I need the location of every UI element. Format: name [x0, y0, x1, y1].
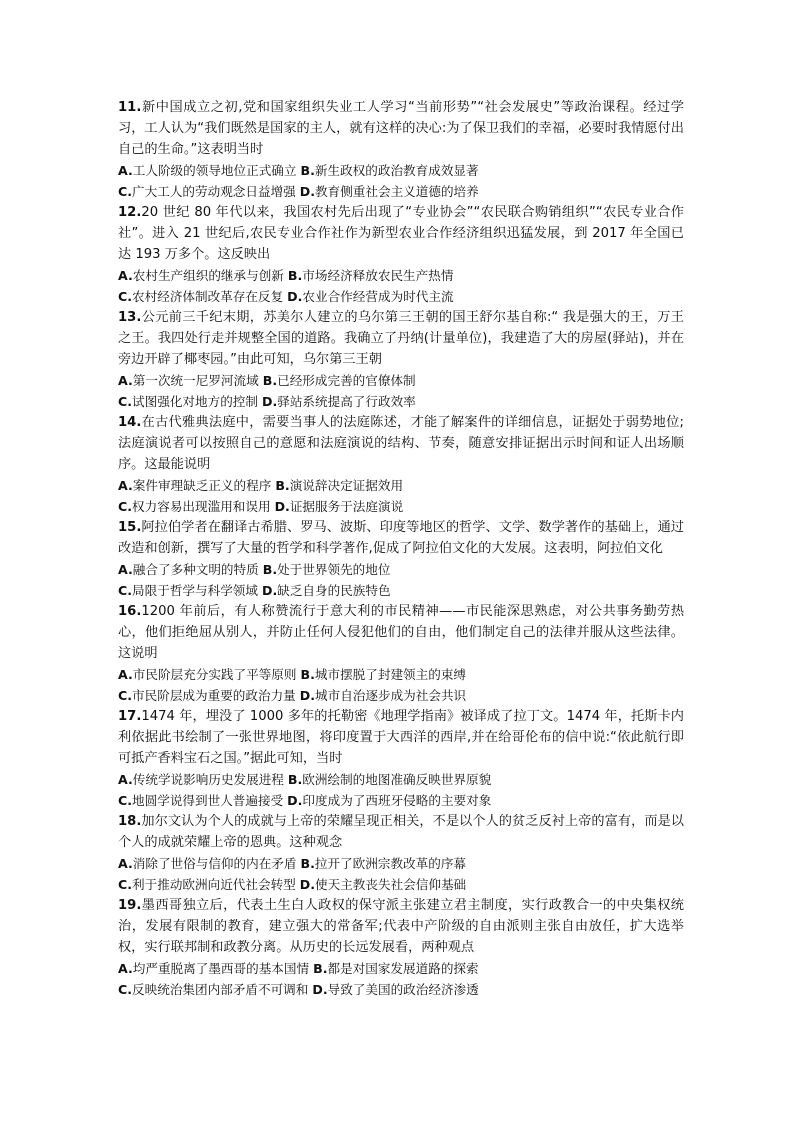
option-d: 驿站系统提高了行政效率 — [277, 394, 416, 409]
option-letter: A. — [118, 373, 133, 388]
option-letter: D. — [299, 184, 316, 199]
option-letter: D. — [261, 583, 278, 598]
option-letter: D. — [287, 793, 303, 808]
options-row-cd — [118, 685, 684, 706]
option-letter: C. — [118, 877, 133, 892]
option-letter: C. — [118, 394, 133, 409]
question-number: 13. — [118, 310, 142, 325]
option-d: 印度成为了西班牙侵略的主要对象 — [302, 793, 492, 808]
option-letter: B. — [287, 772, 303, 787]
option-letter: A. — [118, 163, 133, 178]
option-b: 市场经济释放农民生产热情 — [302, 268, 454, 283]
question-15 — [118, 517, 684, 601]
question-stem — [118, 895, 684, 958]
option-letter: D. — [299, 688, 316, 703]
option-letter: C. — [118, 982, 133, 997]
option-c: 广大工人的劳动观念日益增强 — [132, 184, 296, 199]
option-letter: C. — [118, 793, 133, 808]
option-c: 农村经济体制改革存在反复 — [132, 289, 284, 304]
option-b: 城市摆脱了封建领主的束缚 — [314, 667, 467, 682]
question-text: 新中国成立之初,党和国家组织失业工人学习“当前形势”“社会发展史”等政治课程。经过学习，工人认为“我们既然是国家的主人，就有这样的决心:为了保卫我们的幸福，必要时我情愿付出自己的生命。”这表明当时 — [118, 100, 684, 157]
question-text: 阿拉伯学者在翻译古希腊、罗马、波斯、印度等地区的哲学、文学、数学著作的基础上，通过改造和创新，撰写了大量的哲学和科学著作,促成了阿拉伯文化的大发展。这表明，阿拉伯文化 — [118, 520, 684, 556]
option-letter: D. — [261, 394, 278, 409]
question-text: 在古代雅典法庭中，需要当事人的法庭陈述，才能了解案件的详细信息，证据处于弱势地位;法庭演说者可以按照自己的意愿和法庭演说的结构、节奏，随意安排证据出示时间和证人出场顺序。这最能说明 — [118, 415, 684, 472]
question-number: 12. — [118, 205, 142, 220]
options-row-cd — [118, 979, 684, 1000]
question-text: 1200 年前后，有人称赞流行于意大利的市民精神——市民能深思熟虑，对公共事务勤劳热心，他们拒绝屈从别人，并防止任何人侵犯他们的自由，他们制定自己的法律并服从这些法律。这说明 — [118, 604, 684, 661]
option-letter: C. — [118, 184, 133, 199]
question-stem — [118, 706, 684, 769]
option-letter: D. — [312, 982, 328, 997]
option-a: 均严重脱离了墨西哥的基本国情 — [132, 961, 310, 976]
option-d: 使天主教丧失社会信仰基础 — [315, 877, 467, 892]
option-letter: A. — [118, 268, 133, 283]
option-d: 城市自治逐步成为社会共识 — [315, 688, 467, 703]
question-stem — [118, 601, 684, 664]
question-number: 16. — [118, 604, 142, 619]
question-text: 加尔文认为个人的成就与上帝的荣耀呈现正相关，不是以个人的贫乏反衬上帝的富有，而是以个人的成就荣耀上帝的恩典。这种观念 — [118, 814, 684, 850]
question-11 — [118, 97, 684, 202]
options-row-ab — [118, 370, 684, 391]
options-row-cd — [118, 580, 684, 601]
option-d: 农业合作经营成为时代主流 — [302, 289, 454, 304]
options-row-cd — [118, 874, 684, 895]
question-18 — [118, 811, 684, 895]
option-a: 农村生产组织的继承与创新 — [132, 268, 284, 283]
option-letter: A. — [118, 961, 133, 976]
option-b: 都是对国家发展道路的探索 — [327, 961, 479, 976]
options-row-cd — [118, 790, 684, 811]
options-row-ab — [118, 265, 684, 286]
question-14 — [118, 412, 684, 517]
option-letter: C. — [118, 688, 133, 703]
option-c: 局限于哲学与科学领域 — [132, 583, 258, 598]
question-13 — [118, 307, 684, 412]
option-d: 证据服务于法庭演说 — [289, 499, 404, 514]
options-row-ab — [118, 559, 684, 580]
option-a: 市民阶层充分实践了平等原则 — [132, 667, 297, 682]
option-letter: D. — [287, 289, 303, 304]
question-number: 19. — [118, 898, 142, 913]
option-b: 新生政权的政治教育成效显著 — [314, 163, 479, 178]
option-b: 处于世界领先的地位 — [277, 562, 391, 577]
question-stem — [118, 307, 684, 370]
option-c: 权力容易出现滥用和误用 — [132, 499, 271, 514]
option-letter: B. — [300, 163, 315, 178]
option-letter: C. — [118, 499, 133, 514]
question-text: 20 世纪 80 年代以来，我国农村先后出现了“专业协会”“农民联合购销组织”“农民专业合作社”。进入 21 世纪后,农民专业合作社作为新型农业合作经济组织迅猛发展，到 2017 年全国已达 193 万多个。这反映出 — [118, 205, 684, 262]
option-letter: C. — [118, 583, 133, 598]
options-row-cd — [118, 391, 684, 412]
option-d: 导致了美国的政治经济渗透 — [327, 982, 479, 997]
option-letter: B. — [275, 478, 290, 493]
option-a: 消除了世俗与信仰的内在矛盾 — [132, 856, 297, 871]
option-b: 已经形成完善的官僚体制 — [277, 373, 416, 388]
option-d: 缺乏自身的民族特色 — [277, 583, 391, 598]
question-12 — [118, 202, 684, 307]
question-number: 15. — [118, 520, 142, 535]
option-c: 市民阶层成为重要的政治力量 — [132, 688, 296, 703]
option-letter: A. — [118, 562, 133, 577]
option-letter: B. — [262, 373, 278, 388]
option-a: 融合了多种文明的特质 — [132, 562, 259, 577]
option-c: 地圆学说得到世人普遍接受 — [132, 793, 284, 808]
options-row-cd — [118, 181, 684, 202]
question-stem — [118, 517, 684, 559]
option-a: 工人阶级的领导地位正式确立 — [132, 163, 297, 178]
option-d: 教育侧重社会主义道德的培养 — [315, 184, 479, 199]
option-letter: D. — [274, 499, 290, 514]
options-row-ab — [118, 475, 684, 496]
option-letter: B. — [313, 961, 328, 976]
option-b: 欧洲绘制的地图准确反映世界原貌 — [302, 772, 492, 787]
options-row-ab — [118, 769, 684, 790]
question-text: 公元前三千纪末期，苏美尔人建立的乌尔第三王朝的国王舒尔基自称:“ 我是强大的王，万王之王。我四处行走并规整全国的道路。我确立了丹纳(计量单位)，我建造了大的房屋(驿站)，并在旁边开辟了椰枣园。”由此可知，乌尔第三王朝 — [118, 310, 684, 367]
option-c: 反映统治集团内部矛盾不可调和 — [132, 982, 309, 997]
options-row-ab — [118, 958, 684, 979]
question-19 — [118, 895, 684, 1000]
option-a: 案件审理缺乏正义的程序 — [132, 478, 272, 493]
option-a: 传统学说影响历史发展进程 — [132, 772, 284, 787]
options-row-ab — [118, 160, 684, 181]
question-16 — [118, 601, 684, 706]
option-letter: B. — [287, 268, 303, 283]
options-row-ab — [118, 853, 684, 874]
question-stem — [118, 97, 684, 160]
question-stem — [118, 412, 684, 475]
option-b: 演说辞决定证据效用 — [289, 478, 404, 493]
question-17 — [118, 706, 684, 811]
option-b: 拉开了欧洲宗教改革的序幕 — [314, 856, 467, 871]
option-letter: B. — [300, 667, 315, 682]
option-c: 试图强化对地方的控制 — [132, 394, 258, 409]
option-letter: D. — [299, 877, 316, 892]
option-a: 第一次统一尼罗河流域 — [132, 373, 259, 388]
options-row-ab — [118, 664, 684, 685]
question-text: 墨西哥独立后，代表土生白人政权的保守派主张建立君主制度，实行政教合一的中央集权统治，发展有限制的教育，建立强大的常备军;代表中产阶级的自由派则主张自由放任，扩大选举权，实行联邦制和政教分离。从历史的长远发展看，两种观点 — [118, 898, 684, 955]
option-letter: A. — [118, 667, 133, 682]
question-text: 1474 年，埋没了 1000 多年的托勒密《地理学指南》被译成了拉丁文。1474 年，托斯卡内利依据此书绘制了一张世界地图，将印度置于大西洋的西岸,并在给哥伦布的信中说:“依此航行即可抵产香料宝石之国。”据此可知，当时 — [118, 709, 684, 766]
option-letter: A. — [118, 772, 133, 787]
options-row-cd — [118, 286, 684, 307]
options-row-cd — [118, 496, 684, 517]
exam-page — [118, 97, 684, 1000]
question-number: 11. — [118, 100, 142, 115]
question-number: 14. — [118, 415, 142, 430]
question-number: 18. — [118, 814, 142, 829]
question-stem — [118, 202, 684, 265]
option-letter: A. — [118, 856, 133, 871]
option-letter: B. — [300, 856, 315, 871]
option-letter: A. — [118, 478, 133, 493]
question-number: 17. — [118, 709, 142, 724]
option-letter: C. — [118, 289, 133, 304]
option-c: 利于推动欧洲向近代社会转型 — [132, 877, 296, 892]
question-stem — [118, 811, 684, 853]
option-letter: B. — [262, 562, 278, 577]
